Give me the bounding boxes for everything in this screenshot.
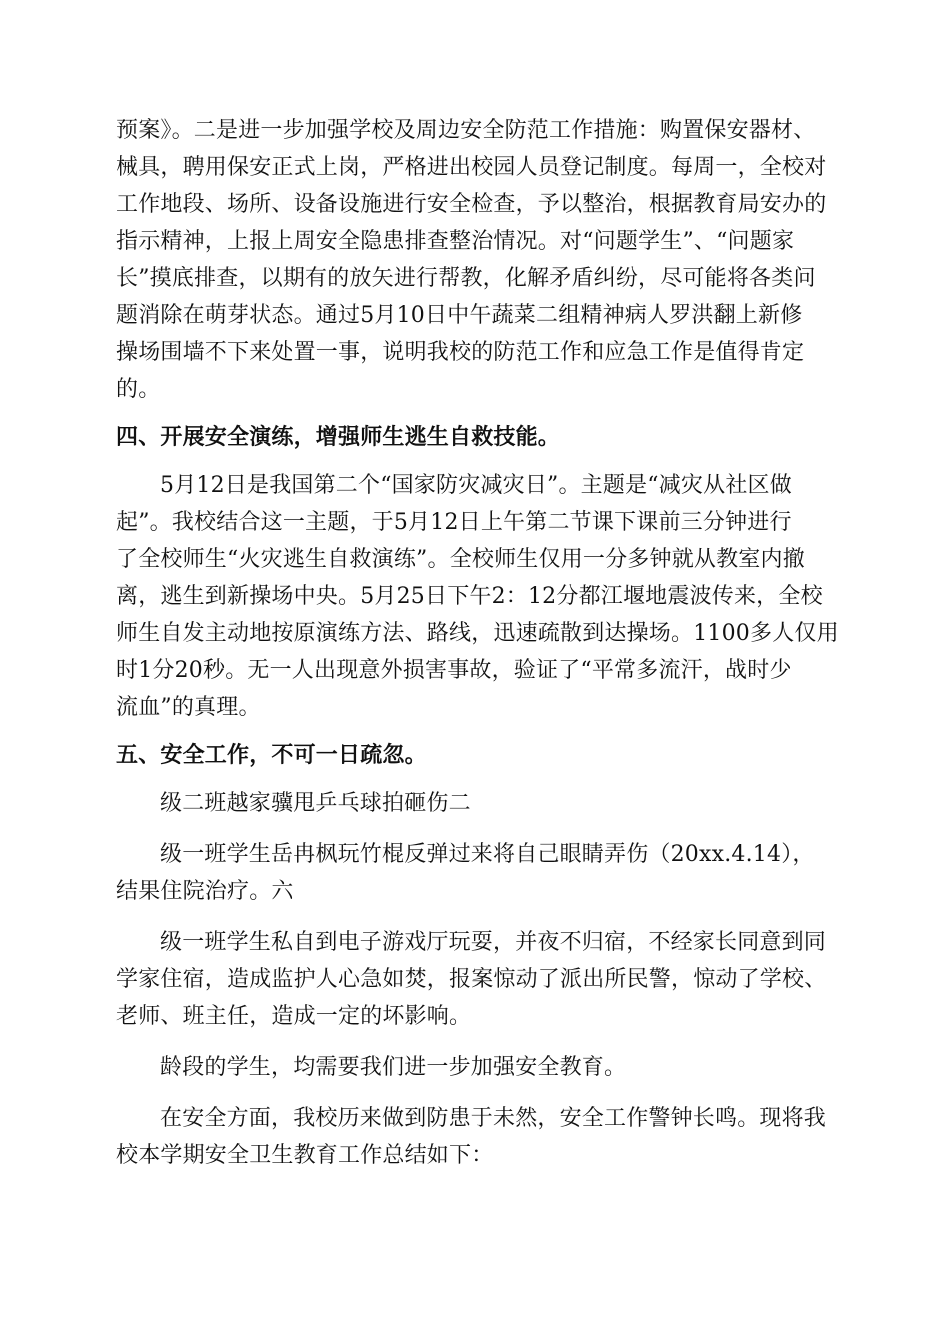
text-line: 级一班学生私自到电子游戏厅玩耍，并夜不归宿，不经家长同意到同 [160, 930, 827, 955]
text-line: 的。 [116, 377, 161, 402]
paragraph-prevention-measures [116, 112, 834, 408]
paragraph-summary-intro [116, 1100, 834, 1174]
text-line: 时1分20秒。无一人出现意外损害事故，验证了“平常多流汗，战时少 [116, 658, 792, 683]
text-line: 5月12日是我国第二个“国家防灾减灾日”。主题是“减灾从社区做 [160, 473, 792, 498]
paragraph-age-group: 龄段的学生，均需要我们进一步加强安全教育。 [160, 1055, 627, 1080]
text-line: 械具，聘用保安正式上岗，严格进出校园人员登记制度。每周一，全校对 [116, 155, 827, 180]
paragraph-pingpong-incident: 级二班越家骥甩乒乓球拍砸伤二 [160, 791, 471, 816]
text-line: 师生自发主动地按原演练方法、路线，迅速疏散到达操场。1100多人仅用 [116, 621, 839, 646]
text-line: 了全校师生“火灾逃生自救演练”。全校师生仅用一分多钟就从教室内撤 [116, 547, 805, 572]
text-line: 离，逃生到新操场中央。5月25日下午2：12分都江堰地震波传来，全校 [116, 584, 823, 609]
text-line: 在安全方面，我校历来做到防患于未然，安全工作警钟长鸣。现将我 [160, 1106, 827, 1131]
paragraph-stick-incident [116, 836, 834, 910]
section-heading-4: 四、开展安全演练，增强师生逃生自救技能。 [116, 425, 561, 450]
text-line: 工作地段、场所、设备设施进行安全检查，予以整治，根据教育局安办的 [116, 192, 827, 217]
text-line: 预案》。二是进一步加强学校及周边安全防范工作措施：购置保安器材、 [116, 118, 816, 143]
text-line: 指示精神，上报上周安全隐患排查整治情况。对“问题学生”、“问题家 [116, 229, 795, 254]
text-line: 老师、班主任，造成一定的坏影响。 [116, 1004, 472, 1029]
text-line: 长”摸底排查，以期有的放矢进行帮教，化解矛盾纠纷，尽可能将各类问 [116, 266, 816, 291]
text-line: 级一班学生岳冉枫玩竹棍反弹过来将自己眼睛弄伤（20xx.4.14）， [160, 842, 815, 867]
paragraph-game-hall-incident [116, 924, 834, 1035]
section-heading-5: 五、安全工作，不可一日疏忽。 [116, 743, 427, 768]
text-line: 校本学期安全卫生教育工作总结如下： [116, 1143, 494, 1168]
text-line: 题消除在萌芽状态。通过5月10日中午蔬菜二组精神病人罗洪翻上新修 [116, 303, 803, 328]
text-line: 起”。我校结合这一主题，于5月12日上午第二节课下课前三分钟进行 [116, 510, 792, 535]
text-line: 结果住院治疗。六 [116, 879, 294, 904]
text-line: 流血”的真理。 [116, 695, 261, 720]
text-line: 操场围墙不下来处置一事，说明我校的防范工作和应急工作是值得肯定 [116, 340, 805, 365]
paragraph-safety-drill [116, 467, 839, 726]
text-line: 学家住宿，造成监护人心急如焚，报案惊动了派出所民警，惊动了学校、 [116, 967, 827, 992]
